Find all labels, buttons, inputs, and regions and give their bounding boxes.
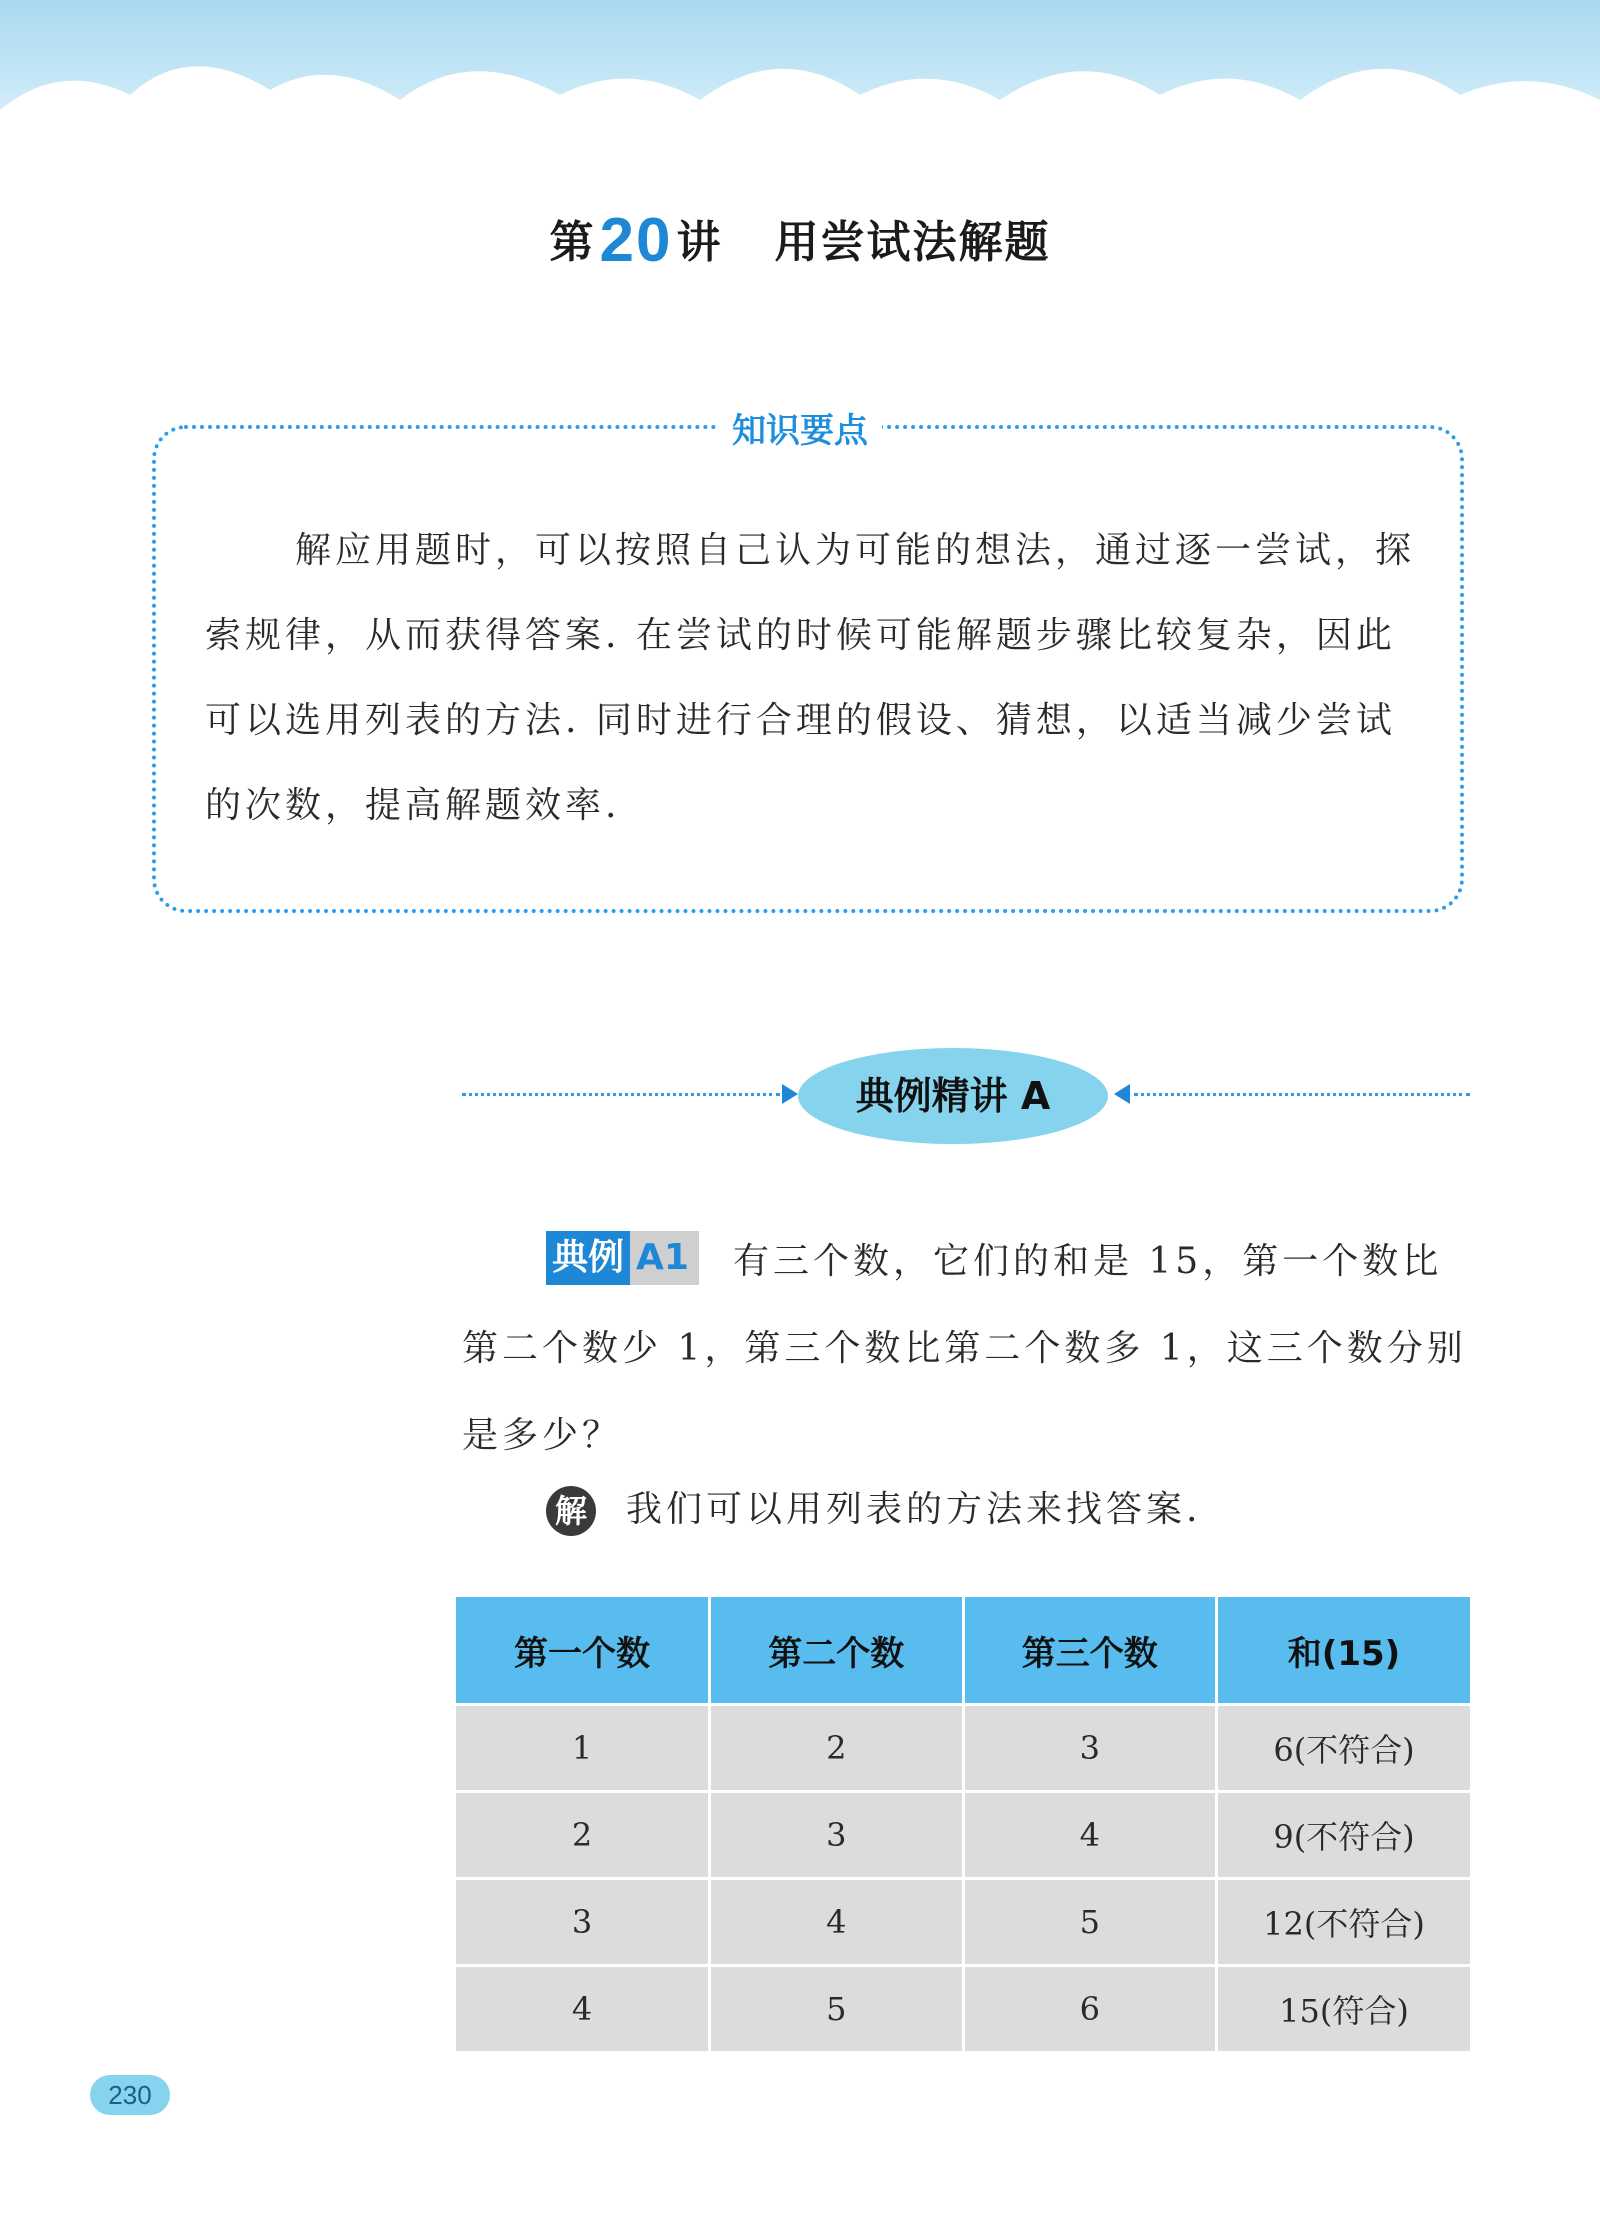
section-badge: 典例精讲 A [798,1048,1108,1144]
title-suffix: 讲 [676,217,723,268]
trial-table [456,1597,1470,2054]
page-number: 230 [90,2075,170,2115]
example-tag-main: 典例 [546,1231,630,1285]
arrow-left-icon [1114,1084,1130,1104]
solution-text: 我们可以用列表的方法来找答案. [626,1489,1202,1530]
table-header-row [456,1597,1470,1705]
table-cell: 1 [456,1705,710,1792]
table-header-cell: 和(15) [1217,1597,1471,1705]
table-cell: 6(不符合) [1217,1705,1471,1792]
table-cell: 4 [963,1792,1217,1879]
table-cell: 4 [456,1966,710,2053]
section-divider-right [1134,1093,1470,1096]
table-cell: 2 [456,1792,710,1879]
table-cell: 4 [710,1879,964,1966]
example-tag [546,1231,699,1285]
table-cell: 15(符合) [1217,1966,1471,2053]
knowledge-points-title: 知识要点 [718,411,882,451]
table-cell: 5 [963,1879,1217,1966]
table-cell: 3 [456,1879,710,1966]
table-cell: 3 [963,1705,1217,1792]
table-cell: 12(不符合) [1217,1879,1471,1966]
table-cell: 2 [710,1705,964,1792]
table-cell: 9(不符合) [1217,1792,1471,1879]
table-row [456,1966,1470,2053]
lecture-number: 20 [599,206,673,275]
section-divider-left [462,1093,780,1096]
knowledge-points-text: 解应用题时，可以按照自己认为可能的想法，通过逐一尝试，探索规律，从而获得答案. 在尝试的时候可能解题步骤比较复杂，因此可以选用列表的方法. 同时进行合理的假设、猜想，以适当减少尝试的次数，提高解题效率. [205,530,1416,826]
table-cell: 3 [710,1792,964,1879]
title-prefix: 第 [549,217,596,268]
table-header-cell: 第三个数 [963,1597,1217,1705]
title-main: 用尝试法解题 [774,217,1051,268]
table-row [456,1705,1470,1792]
table-header-cell: 第一个数 [456,1597,710,1705]
knowledge-points-heading [0,403,1600,452]
example-problem [462,1218,1472,1479]
cloud-edge-decoration [0,0,1600,170]
arrow-right-icon [782,1084,798,1104]
example-text: 有三个数，它们的和是 15，第一个数比第二个数少 1，第三个数比第二个数多 1，这三个数分别是多少？ [462,1241,1467,1456]
solution-label: 解 [546,1486,596,1536]
table-header-cell: 第二个数 [710,1597,964,1705]
table-row [456,1879,1470,1966]
table-row [456,1792,1470,1879]
page-title [0,205,1600,276]
table-cell: 5 [710,1966,964,2053]
example-tag-id: A1 [630,1231,699,1285]
table-cell: 6 [963,1966,1217,2053]
